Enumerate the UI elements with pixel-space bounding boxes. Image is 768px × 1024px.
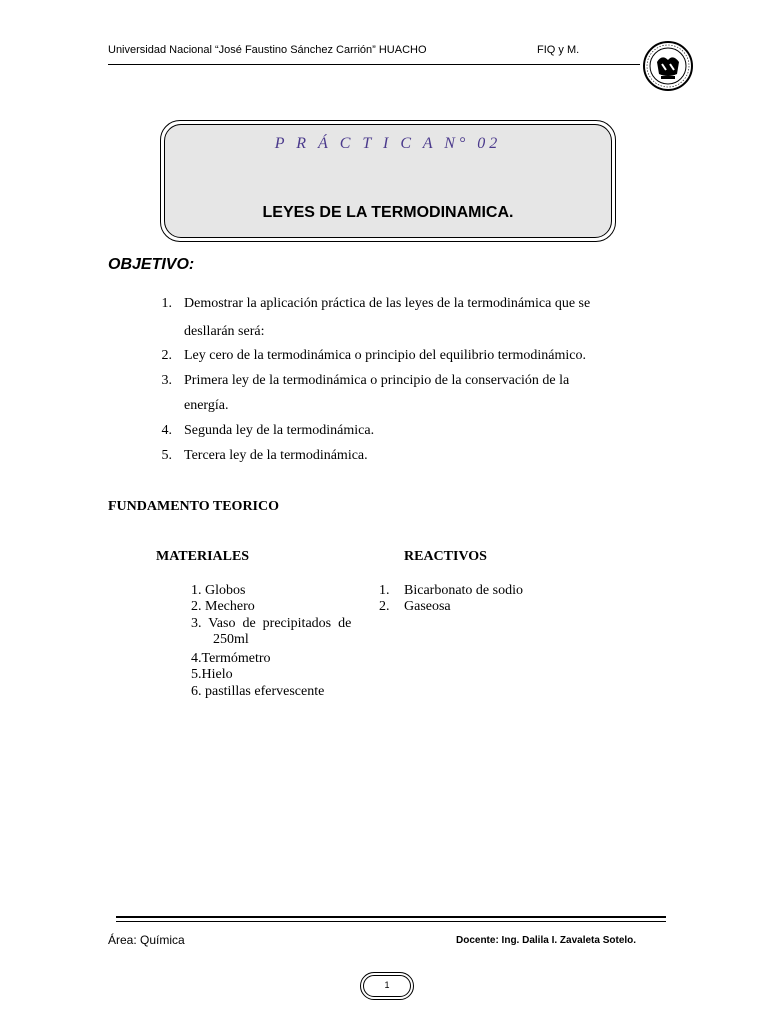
header-faculty: FIQ y M. bbox=[537, 44, 580, 56]
footer-area: Área: Química bbox=[108, 933, 185, 947]
objetivo-item-text: energía. bbox=[184, 398, 229, 413]
reactivo-item-number: 2. bbox=[379, 599, 390, 614]
objetivo-item-text: Demostrar la aplicación práctica de las leyes de la termodinámica que se bbox=[184, 296, 591, 311]
materiales-heading: MATERIALES bbox=[156, 549, 250, 564]
university-seal-icon bbox=[642, 40, 694, 92]
footer-docente: Docente: Ing. Dalila I. Zavaleta Sotelo. bbox=[456, 935, 637, 946]
page-number: 1 bbox=[363, 975, 411, 997]
material-item: 3. Vaso de precipitados de bbox=[191, 616, 352, 631]
objetivo-item-number: 5. bbox=[161, 448, 172, 463]
header-divider bbox=[108, 64, 640, 65]
material-item: 1. Globos bbox=[191, 583, 246, 598]
objetivo-item-text: Primera ley de la termodinámica o principio de la conservación de la bbox=[184, 373, 570, 388]
reactivos-heading: REACTIVOS bbox=[404, 549, 487, 564]
fundamento-heading: FUNDAMENTO TEORICO bbox=[108, 499, 280, 514]
material-item: 5.Hielo bbox=[191, 667, 233, 682]
reactivo-item-text: Gaseosa bbox=[404, 599, 451, 614]
objetivo-item-text: Tercera ley de la termodinámica. bbox=[184, 448, 368, 463]
objetivo-item-number: 2. bbox=[161, 348, 172, 363]
subject-title: LEYES DE LA TERMODINAMICA. bbox=[262, 204, 514, 221]
objetivo-item-number: 4. bbox=[161, 423, 172, 438]
page-number-badge bbox=[360, 972, 414, 1000]
material-item: 250ml bbox=[213, 632, 249, 647]
material-item: 2. Mechero bbox=[191, 599, 255, 614]
objetivo-item-text: Ley cero de la termodinámica o principio del equilibrio termodinámico. bbox=[184, 348, 586, 363]
reactivo-item-text: Bicarbonato de sodio bbox=[404, 583, 523, 598]
title-box bbox=[160, 120, 616, 242]
material-item: 4.Termómetro bbox=[191, 651, 271, 666]
material-item: 6. pastillas efervescente bbox=[191, 684, 325, 699]
objetivo-item-text: desllarán será: bbox=[184, 324, 265, 339]
footer-divider-thin bbox=[116, 921, 666, 922]
header-university: Universidad Nacional “José Faustino Sánchez Carrión” HUACHO bbox=[108, 44, 427, 56]
objetivo-item-number: 1. bbox=[161, 296, 172, 311]
objetivo-item-text: Segunda ley de la termodinámica. bbox=[184, 423, 375, 438]
reactivo-item-number: 1. bbox=[379, 583, 390, 598]
objetivo-item-number: 3. bbox=[161, 373, 172, 388]
objetivo-heading: OBJETIVO: bbox=[108, 256, 195, 273]
practica-title: P R Á C T I C A N° 02 bbox=[274, 135, 502, 152]
footer-divider bbox=[116, 916, 666, 918]
